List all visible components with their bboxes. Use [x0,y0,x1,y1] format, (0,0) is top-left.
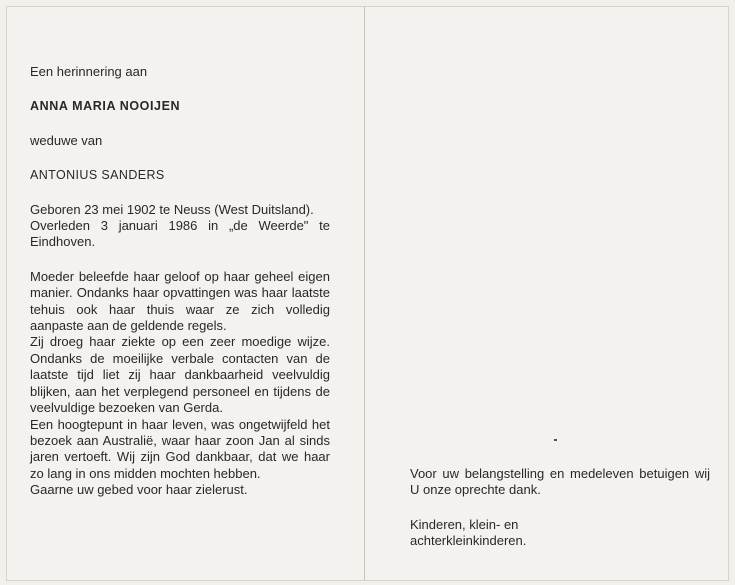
fold-line [364,6,365,581]
paragraph-illness: Zij droeg haar ziekte op een zeer moedige wijze. Ondanks de moeilijke verbale contacten van de laatste tijd liet zij haar dankbaarheid veelvuldig blijken, aan het verplegend personeel en tijdens de veelvuldige bezoeken van Gerda. [30,334,330,416]
paragraph-highlight: Een hoogtepunt in haar leven, was ongetwijfeld het bezoek aan Australië, waar haar zoon Jan al sinds jaren vertoeft. Wij zijn God dankbaar, dat we haar zo lang in ons midden mochten hebben. [30,416,330,481]
paragraph-faith: Moeder beleefde haar geloof op haar geheel eigen manier. Ondanks haar opvattingen was haar laatste tehuis ook haar thuis waar ze zich volledig aanpaste aan de geldende regels. [30,268,330,334]
right-page [410,466,710,550]
dates-block [30,202,330,251]
intro-text: Een herinnering aan [30,64,148,79]
closing-prayer: Gaarne uw gebed voor haar zielerust. [30,482,248,498]
deceased-name: ANNA MARIA NOOIJEN [30,99,181,114]
thanks-text: Voor uw belangstelling en medeleven betuigen wij U onze oprechte dank. [410,466,710,498]
signature-text: Kinderen, klein- en achterkleinkinderen. [410,516,527,549]
death-text: Overleden 3 januari 1986 in „de Weerde" te Eindhoven. [30,218,330,250]
left-page [30,64,330,499]
widow-text: weduwe van [30,132,103,148]
birth-text: Geboren 23 mei 1902 te Neuss (West Duitsland). [30,201,314,217]
print-speck [554,439,557,441]
spouse-name: ANTONIUS SANDERS [30,168,165,183]
